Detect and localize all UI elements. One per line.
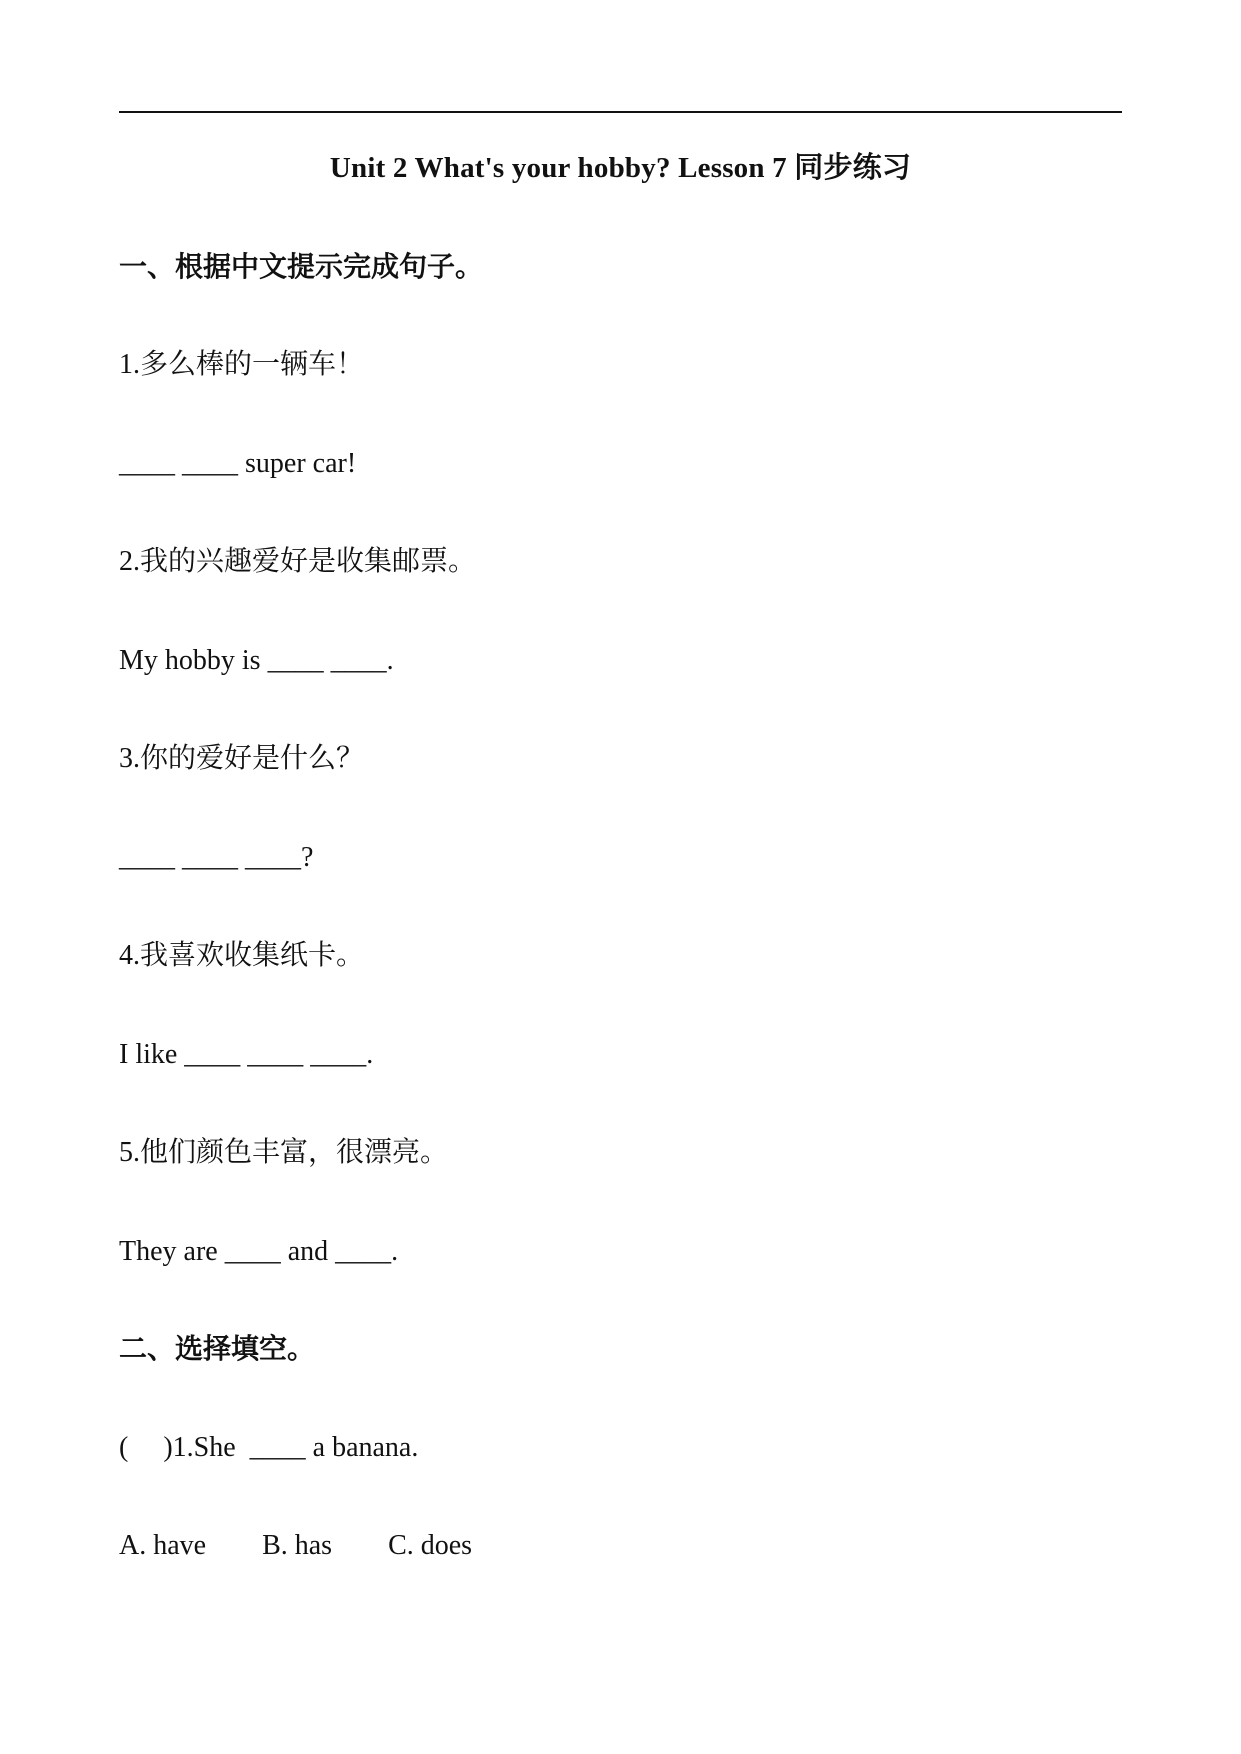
question-1-prompt: 1.多么棒的一辆车！ <box>119 349 365 380</box>
header-rule <box>119 111 1122 113</box>
question-2-prompt: 2.我的兴趣爱好是收集邮票。 <box>119 546 477 577</box>
choice-question-1-options: A. have B. has C. does <box>119 1530 473 1561</box>
question-4-answer-line: I like ____ ____ ____. <box>119 1039 374 1070</box>
question-5-answer-line: They are ____ and ____. <box>119 1236 399 1267</box>
question-4-prompt: 4.我喜欢收集纸卡。 <box>119 940 365 971</box>
section-2-heading: 二、选择填空。 <box>119 1334 316 1365</box>
section-1-heading: 一、根据中文提示完成句子。 <box>119 252 484 283</box>
choice-question-1: ( )1.She ____ a banana. <box>119 1432 419 1463</box>
page-title: Unit 2 What's your hobby? Lesson 7 同步练习 <box>329 152 912 184</box>
question-1-answer-line: ____ ____ super car! <box>119 448 357 479</box>
question-2-answer-line: My hobby is ____ ____. <box>119 645 394 676</box>
question-5-prompt: 5.他们颜色丰富，很漂亮。 <box>119 1137 449 1168</box>
question-3-prompt: 3.你的爱好是什么？ <box>119 743 365 774</box>
question-3-answer-line: ____ ____ ____? <box>119 842 314 873</box>
